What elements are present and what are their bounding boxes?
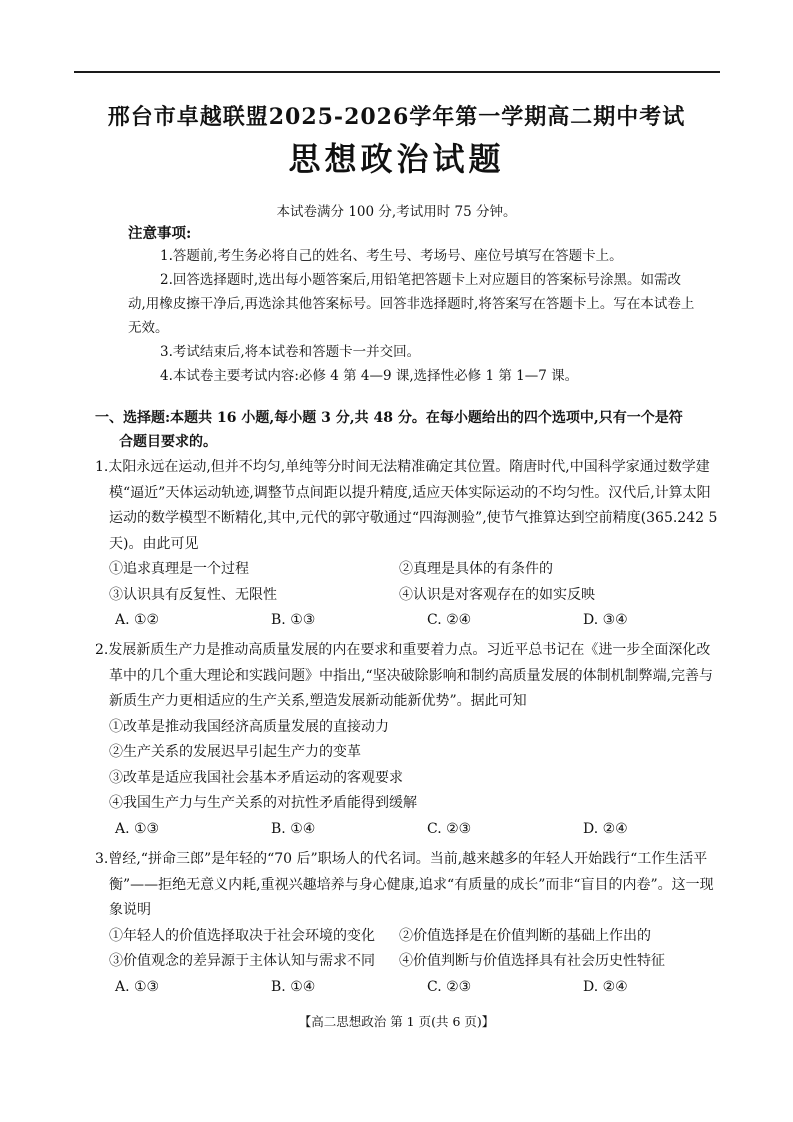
subject-title: 思想政治试题 — [288, 140, 505, 178]
statement-option: ①追求真理是一个过程 — [109, 561, 249, 577]
answer-choice: D. ③④ — [583, 612, 628, 628]
section-heading — [95, 406, 720, 454]
answer-choice: A. ①② — [115, 612, 160, 628]
notice-item: 2.回答选择题时,选出每小题答案后,用铅笔把答题卡上对应题目的答案标号涂黑。如需改动,用橡皮擦干净后,再选涂其他答案标号。回答非选择题时,将答案写在答题卡上。写在本试卷上无效。 — [128, 272, 695, 336]
statement-option: ③改革是适应我国社会基本矛盾运动的客观要求 — [109, 769, 403, 786]
statement-option: ③认识具有反复性、无限性 — [109, 586, 277, 603]
answer-choice: A. ①③ — [115, 978, 160, 995]
answer-choice: B. ①④ — [271, 978, 316, 995]
exam-info: 本试卷满分 100 分,考试用时 75 分钟。 — [276, 204, 517, 220]
statement-option: ②价值选择是在价值判断的基础上作出的 — [399, 927, 651, 944]
statement-options — [95, 924, 720, 975]
statement-options — [95, 557, 720, 608]
answer-choice: B. ①④ — [271, 820, 316, 837]
notice-item: 3.考试结束后,将本试卷和答题卡一并交回。 — [160, 344, 421, 360]
answer-choices — [95, 975, 720, 1001]
section-line-2: 合题目要求的。 — [119, 434, 217, 450]
answer-choices — [95, 817, 720, 843]
statement-option: ①年轻人的价值选择取决于社会环境的变化 — [109, 927, 375, 944]
statement-option: ④认识是对客观存在的如实反映 — [399, 586, 595, 603]
top-rule — [74, 71, 720, 73]
question-2 — [95, 638, 720, 842]
question-stem: 1.太阳永远在运动,但并不均匀,单纯等分时间无法精准确定其位置。隋唐时代,中国科学家通过数学建模“逼近”天体运动轨迹,调整节点间距以提升精度,适应天体实际运动的不均匀性。汉代后,计算太阳运动的数学模型不断精化,其中,元代的郭守敬通过“四海测验”,使节气推算达到空前精度(365.242 5 天)。由此可见 — [95, 459, 718, 552]
page-footer: 【高二思想政治 第 1 页(共 6 页)】 — [298, 1014, 495, 1029]
statement-option: ③价值观念的差异源于主体认知与需求不同 — [109, 953, 375, 969]
statement-option: ④价值判断与价值选择具有社会历史性特征 — [399, 953, 665, 969]
answer-choice: D. ②④ — [583, 978, 628, 995]
statement-options — [95, 715, 720, 817]
question-stem: 2.发展新质生产力是推动高质量发展的内在要求和重要着力点。习近平总书记在《进一步全面深化改革中的几个重大理论和实践问题》中指出,“坚决破除影响和制约高质量发展的体制机制弊端,完善与新质生产力更相适应的生产关系,塑造发展新动能新优势”。据此可知 — [95, 642, 714, 709]
statement-option: ①改革是推动我国经济高质量发展的直接动力 — [109, 718, 389, 735]
notice-item: 1.答题前,考生务必将自己的姓名、考生号、考场号、座位号填写在答题卡上。 — [160, 248, 623, 264]
question-stem: 3.曾经,“拼命三郎”是年轻的“70 后”职场人的代名词。当前,越来越多的年轻人开始践行“工作生活平衡”——拒绝无意义内耗,重视兴趣培养与身心健康,追求“有质量的成长”而非“盲目的内卷”。这一现象说明 — [95, 851, 714, 918]
notice-item: 4.本试卷主要考试内容:必修 4 第 4—9 课,选择性必修 1 第 1—7 课。 — [160, 368, 579, 384]
answer-choice: D. ②④ — [583, 820, 628, 837]
answer-choice: C. ②③ — [427, 820, 472, 837]
statement-option: ②生产关系的发展迟早引起生产力的变革 — [109, 744, 361, 760]
question-3 — [95, 847, 720, 1000]
notice-heading: 注意事项: — [128, 225, 192, 242]
answer-choice: C. ②④ — [427, 612, 472, 628]
answer-choices — [95, 608, 720, 634]
answer-choice: C. ②③ — [427, 978, 472, 995]
statement-option: ④我国生产力与生产关系的对抗性矛盾能得到缓解 — [109, 795, 417, 811]
exam-title: 邢台市卓越联盟2025-2026学年第一学期高二期中考试 — [107, 104, 686, 130]
answer-choice: B. ①③ — [271, 612, 316, 628]
statement-option: ②真理是具体的有条件的 — [399, 561, 553, 577]
answer-choice: A. ①③ — [115, 820, 160, 837]
question-1 — [95, 455, 720, 634]
section-line-1: 一、选择题:本题共 16 小题,每小题 3 分,共 48 分。在每小题给出的四个选项中,只有一个是符 — [95, 410, 683, 426]
